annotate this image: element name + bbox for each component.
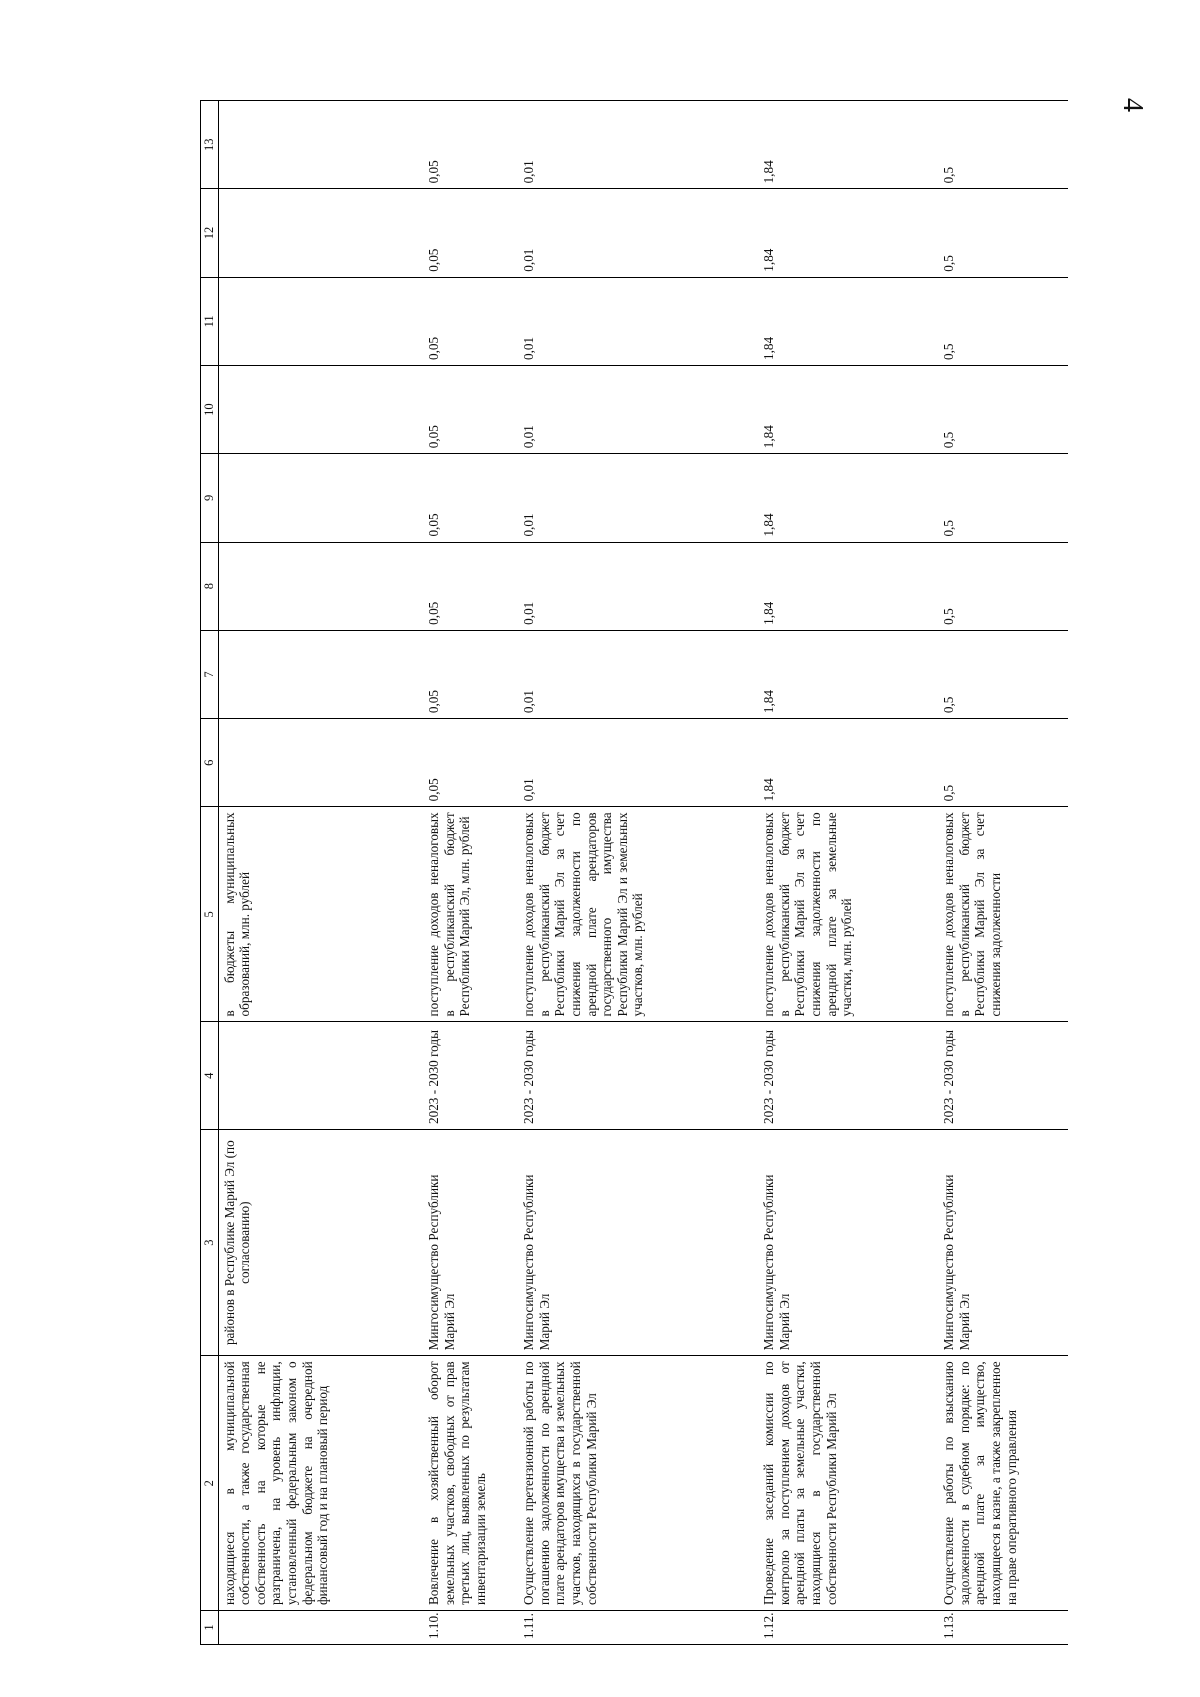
row-number: 1.11.: [518, 1611, 758, 1645]
column-number: 5: [201, 807, 219, 1022]
value-cell: 0,5: [938, 454, 1068, 542]
column-number: 8: [201, 542, 219, 630]
table-row: [938, 101, 1068, 1645]
value-cell: 0,01: [518, 454, 758, 542]
column-number-row: [201, 101, 219, 1645]
value-cell: [218, 101, 423, 189]
value-cell: 0,05: [423, 719, 518, 807]
value-cell: 0,5: [938, 630, 1068, 718]
column-number: 13: [201, 101, 219, 189]
column-number: 1: [201, 1611, 219, 1645]
value-cell: [218, 189, 423, 277]
measure-name: Вовлечение в хозяйственный оборот земельных участков, свободных от прав третьих лиц, выявленных по результатам инвентаризации земель: [423, 1356, 518, 1611]
indicator: поступление доходов неналоговых в республиканский бюджет Республики Марий Эл, млн. рублей: [423, 807, 518, 1022]
indicator: в бюджеты муниципальных образований, млн. рублей: [218, 807, 423, 1022]
column-number: 7: [201, 630, 219, 718]
value-cell: 0,5: [938, 542, 1068, 630]
measure-name: находящиеся в муниципальной собственности, а также государственная собственность на которые не разграничена, на уровень инфляции, установленный федеральным законом о федеральном бюджете на очередной финансовый год и на плановый период: [218, 1356, 423, 1611]
rotated-table-sheet: [200, 100, 1200, 1645]
value-cell: 0,01: [518, 101, 758, 189]
value-cell: 1,84: [758, 277, 938, 365]
value-cell: 1,84: [758, 365, 938, 453]
value-cell: 0,5: [938, 719, 1068, 807]
value-cell: [218, 630, 423, 718]
value-cell: 0,5: [938, 189, 1068, 277]
period: 2023 - 2030 годы: [518, 1022, 758, 1130]
period: [218, 1022, 423, 1130]
executor: Мингосимущество Республики Марий Эл: [518, 1129, 758, 1355]
column-number: 6: [201, 719, 219, 807]
value-cell: [218, 719, 423, 807]
column-number: 3: [201, 1129, 219, 1355]
value-cell: 0,01: [518, 365, 758, 453]
program-measures-table: [200, 100, 1068, 1645]
executor: Мингосимущество Республики Марий Эл: [758, 1129, 938, 1355]
column-number: 4: [201, 1022, 219, 1130]
row-number: 1.10.: [423, 1611, 518, 1645]
value-cell: 1,84: [758, 189, 938, 277]
indicator: поступление доходов неналоговых в республиканский бюджет Республики Марий Эл за счет снижения задолженности: [938, 807, 1068, 1022]
value-cell: [218, 365, 423, 453]
page-number: 4: [1117, 98, 1148, 112]
row-number: [218, 1611, 423, 1645]
measure-name: Осуществление претензионной работы по погашению задолженности по арендной плате арендаторов имущества и земельных участков, находящихся в государственной собственности Республики Марий Эл: [518, 1356, 758, 1611]
value-cell: 1,84: [758, 719, 938, 807]
value-cell: [218, 277, 423, 365]
measure-name: Осуществление работы по взысканию задолженности в судебном порядке: по арендной плате за имущество, находящееся в казне, а также закрепленное на праве оперативного управления: [938, 1356, 1068, 1611]
value-cell: [218, 454, 423, 542]
value-cell: [218, 542, 423, 630]
row-number: 1.13.: [938, 1611, 1068, 1645]
column-number: 12: [201, 189, 219, 277]
value-cell: 0,5: [938, 277, 1068, 365]
period: 2023 - 2030 годы: [938, 1022, 1068, 1130]
value-cell: 1,84: [758, 630, 938, 718]
column-number: 2: [201, 1356, 219, 1611]
value-cell: 0,05: [423, 189, 518, 277]
period: 2023 - 2030 годы: [758, 1022, 938, 1130]
value-cell: 0,01: [518, 189, 758, 277]
value-cell: 1,84: [758, 454, 938, 542]
value-cell: 0,01: [518, 719, 758, 807]
indicator: поступление доходов неналоговых в республиканский бюджет Республики Марий Эл за счет снижения задолженности по арендной плате за земельные участки, млн. рублей: [758, 807, 938, 1022]
column-number: 10: [201, 365, 219, 453]
value-cell: 0,5: [938, 101, 1068, 189]
column-number: 9: [201, 454, 219, 542]
table-row: [423, 101, 518, 1645]
value-cell: 1,84: [758, 542, 938, 630]
column-number: 11: [201, 277, 219, 365]
value-cell: 0,05: [423, 542, 518, 630]
executor: районов в Республике Марий Эл (по согласованию): [218, 1129, 423, 1355]
table-row: [758, 101, 938, 1645]
measure-name: Проведение заседаний комиссии по контролю за поступлением доходов от арендной платы за земельные участки, находящиеся в государственной собственности Республики Марий Эл: [758, 1356, 938, 1611]
executor: Мингосимущество Республики Марий Эл: [423, 1129, 518, 1355]
value-cell: 0,05: [423, 630, 518, 718]
period: 2023 - 2030 годы: [423, 1022, 518, 1130]
value-cell: 1,84: [758, 101, 938, 189]
row-number: 1.12.: [758, 1611, 938, 1645]
value-cell: 0,01: [518, 630, 758, 718]
indicator: поступление доходов неналоговых в республиканский бюджет Республики Марий Эл за счет снижения задолженности по арендной плате арендаторов государственного имущества Республики Марий Эл и земельных участков, млн. рублей: [518, 807, 758, 1022]
value-cell: 0,05: [423, 101, 518, 189]
value-cell: 0,05: [423, 454, 518, 542]
table-row: [518, 101, 758, 1645]
executor: Мингосимущество Республики Марий Эл: [938, 1129, 1068, 1355]
value-cell: 0,5: [938, 365, 1068, 453]
value-cell: 0,01: [518, 277, 758, 365]
value-cell: 0,05: [423, 365, 518, 453]
value-cell: 0,05: [423, 277, 518, 365]
value-cell: 0,01: [518, 542, 758, 630]
table-row: [218, 101, 423, 1645]
